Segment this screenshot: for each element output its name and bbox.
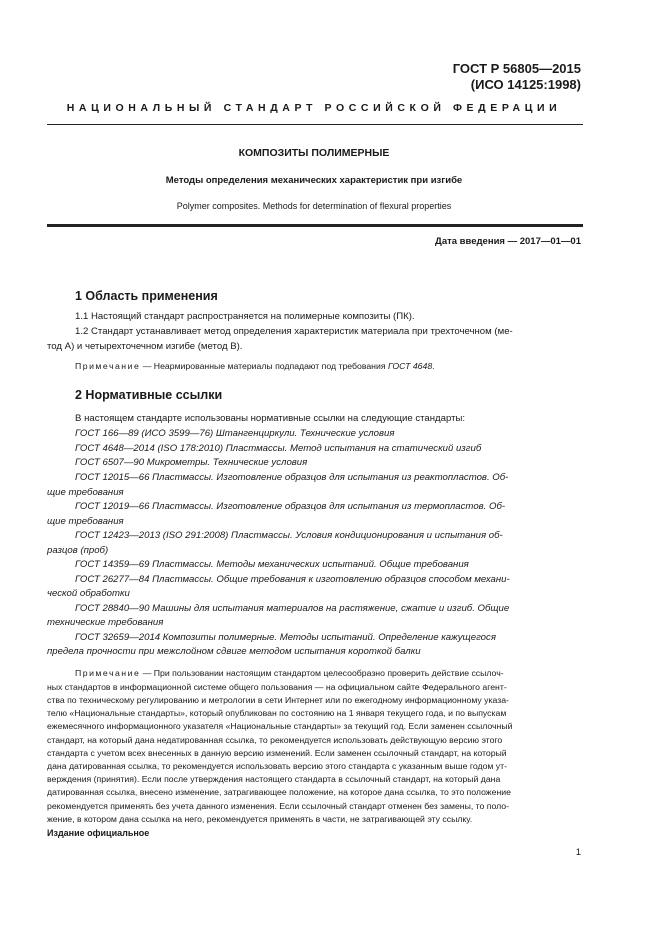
national-standard-banner: НАЦИОНАЛЬНЫЙ СТАНДАРТ РОССИЙСКОЙ ФЕДЕРАЦИИ [66, 102, 562, 114]
edition-label: Издание официальное [47, 828, 150, 838]
header-rule [47, 124, 583, 125]
note-label: Примечание [75, 361, 141, 371]
reference-line: ГОСТ 166—89 (ИСО 3599—76) Штангенциркули. Технические условия [75, 428, 395, 439]
note-line: дана датированная ссылка, то рекомендуется использовать версию этого стандарта с указанным выше годом ут- [47, 761, 508, 771]
note-line: жение, в котором дана ссылка на него, рекомендуется применять в части, не затрагивающей эту ссылку. [47, 814, 473, 824]
note-end: . [432, 361, 435, 371]
note-text: — При пользовании настоящим стандартом целесообразно проверить действие ссылоч- [140, 668, 504, 678]
reference-line: ГОСТ 12015—66 Пластмассы. Изготовление образцов для испытания из реактопластов. Об- [75, 472, 509, 483]
reference-line: ГОСТ 6507—90 Микрометры. Технические условия [75, 457, 308, 468]
section2-intro: В настоящем стандарте использованы нормативные ссылки на следующие стандарты: [75, 413, 466, 424]
reference-line: ческой обработки [47, 588, 130, 599]
title-rule [47, 224, 583, 227]
iso-code: (ИСО 14125:1998) [470, 77, 581, 92]
section1-line-2: 1.2 Стандарт устанавливает метод определения характеристик материала при трехточечном (ме- [75, 326, 513, 337]
note-line: ства по техническому регулированию и метрологии в сети Интернет или по ежегодному информационному указа- [47, 695, 509, 705]
note-line: ных стандартов в информационной системе общего пользования — на официальном сайте Федерального агент- [47, 682, 507, 692]
reference-line: ГОСТ 12019—66 Пластмассы. Изготовление образцов для испытания из термопластов. Об- [75, 501, 506, 512]
section1-note [75, 360, 435, 373]
note-line: стандарта с учетом всех внесенных в данную версию изменений. Если заменен ссылочный стандарт, на который [47, 748, 507, 758]
reference-line: предела прочности при межслойном сдвиге методом испытания короткой балки [47, 646, 421, 657]
title-sub: Методы определения механических характеристик при изгибе [165, 175, 463, 186]
reference-line: щие требования [47, 487, 124, 498]
section1-line-3: тод А) и четырехточечном изгибе (метод В). [47, 341, 243, 352]
note-line: ежемесячного информационного указателя «Национальные стандарты» за текущий год. Если заменен ссылочный [47, 721, 513, 731]
note-line: рекомендуется применять без учета данного изменения. Если ссылочный стандарт отменен без замены, то поло- [47, 801, 510, 811]
introduction-date: Дата введения — 2017—01—01 [435, 236, 581, 247]
reference-line: ГОСТ 12423—2013 (ISO 291:2008) Пластмассы. Условия кондиционирования и испытания об- [75, 530, 503, 541]
note-line: датированная ссылка, внесено изменение, затрагивающее положение, на которое дана ссылка, то это положение [47, 787, 511, 797]
reference-line: разцов (проб) [47, 545, 109, 556]
note-line: верждения (принятия). Если после утверждения настоящего стандарта в ссылочный стандарт, на который дана [47, 774, 501, 784]
reference-line: ГОСТ 28840—90 Машины для испытания материалов на растяжение, сжатие и изгиб. Общие [75, 603, 510, 614]
section1-heading: 1 Область применения [75, 289, 218, 303]
standard-code: ГОСТ Р 56805—2015 [452, 61, 581, 76]
reference-line: ГОСТ 26277—84 Пластмассы. Общие требования к изготовлению образцов способом механи- [75, 574, 510, 585]
reference-line: технические требования [47, 617, 164, 628]
note-label: Примечание [75, 668, 141, 678]
note-line: стандарт, на который дана недатированная ссылка, то рекомендуется использовать действующую версию этого [47, 735, 503, 745]
section1-line-1: 1.1 Настоящий стандарт распространяется на полимерные композиты (ПК). [75, 311, 415, 322]
page-number: 1 [575, 847, 581, 858]
title-main: КОМПОЗИТЫ ПОЛИМЕРНЫЕ [238, 147, 390, 159]
note-line: телю «Национальные стандарты», который опубликован по состоянию на 1 января текущего года, и по выпускам [47, 708, 507, 718]
reference-line: ГОСТ 4648—2014 (ISO 178:2010) Пластмассы. Метод испытания на статический изгиб [75, 443, 482, 454]
reference-line: ГОСТ 14359—69 Пластмассы. Методы механических испытаний. Общие требования [75, 559, 469, 570]
note-reference: ГОСТ 4648 [387, 361, 433, 371]
section2-heading: 2 Нормативные ссылки [75, 388, 223, 402]
reference-line: щие требования [47, 516, 124, 527]
note-text: — Неармированные материалы подпадают под требования [140, 361, 388, 371]
title-english: Polymer composites. Methods for determination of flexural properties [176, 201, 452, 211]
section2-note-first-line [75, 667, 504, 680]
reference-line: ГОСТ 32659—2014 Композиты полимерные. Методы испытаний. Определение кажущегося [75, 632, 496, 643]
